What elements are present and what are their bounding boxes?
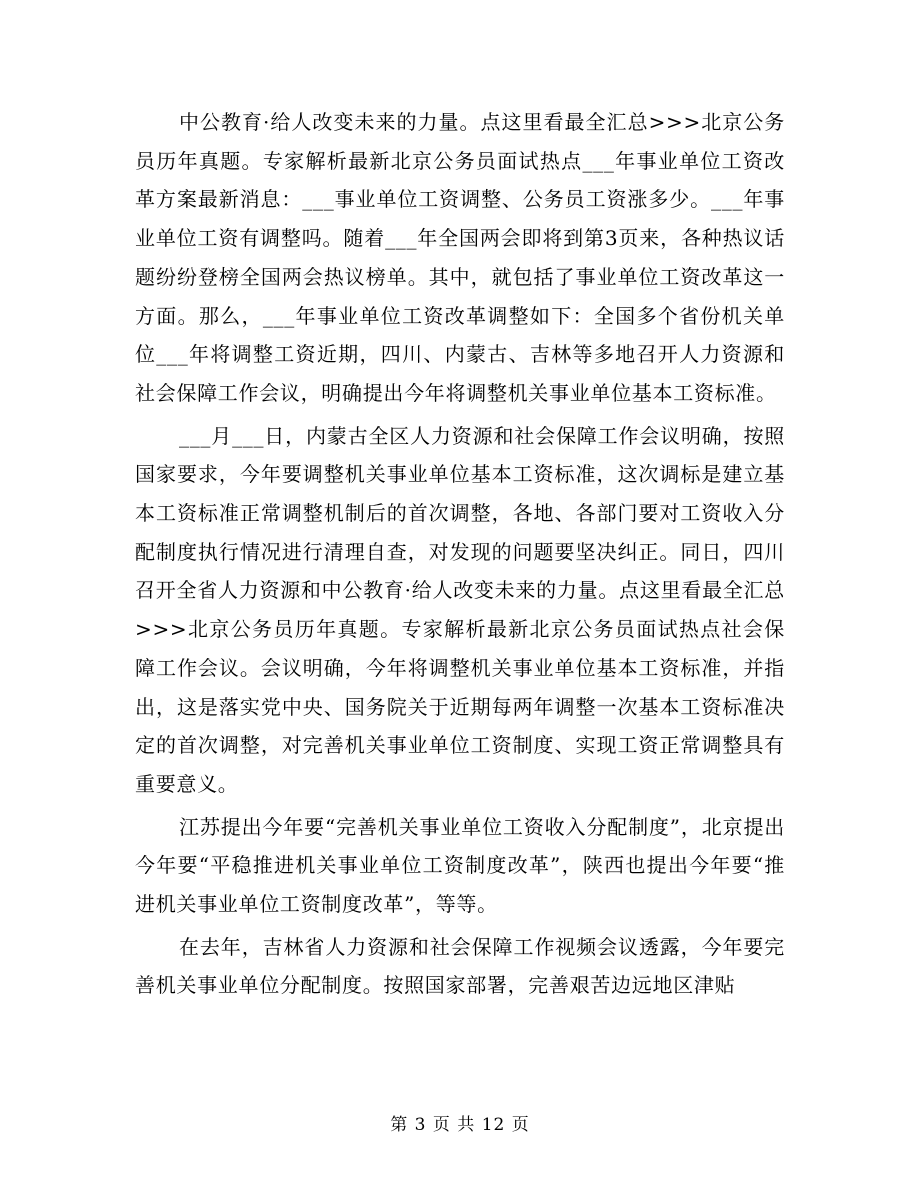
paragraph-4: 在去年，吉林省人力资源和社会保障工作视频会议透露，今年要完善机关事业单位分配制度。按照国家部署，完善艰苦边远地区津贴 <box>135 934 785 998</box>
page-footer: 第 3 页 共 12 页 <box>390 1115 530 1135</box>
paragraph-3: 江苏提出今年要“完善机关事业单位工资收入分配制度”，北京提出今年要“平稳推进机关事业单位工资制度改革”，陕西也提出今年要“推进机关事业单位工资制度改革”，等等。 <box>135 814 785 917</box>
paragraph-1: 中公教育·给人改变未来的力量。点这里看最全汇总>>>北京公务员历年真题。专家解析最新北京公务员面试热点___年事业单位工资改革方案最新消息：___事业单位工资调整、公务员工资涨多少。___年事业单位工资有调整吗。随着___年全国两会即将到第3页来，各种热议话题纷纷登榜全国两会热议榜单。其中，就包括了事业单位工资改革这一方面。那么，___年事业单位工资改革调整如下：全国多个省份机关单位___年将调整工资近期，四川、内蒙古、吉林等多地召开人力资源和社会保障工作会议，明确提出今年将调整机关事业单位基本工资标准。 <box>135 110 785 405</box>
paragraph-2: ___月___日，内蒙古全区人力资源和社会保障工作会议明确，按照国家要求，今年要调整机关事业单位基本工资标准，这次调标是建立基本工资标准正常调整机制后的首次调整，各地、各部门要对工资收入分配制度执行情况进行清理自查，对发现的问题要坚决纠正。同日，四川召开全省人力资源和中公教育·给人改变未来的力量。点这里看最全汇总>>>北京公务员历年真题。专家解析最新北京公务员面试热点社会保障工作会议。会议明确，今年将调整机关事业单位基本工资标准，并指出，这是落实党中央、国务院关于近期每两年调整一次基本工资标准决定的首次调整，对完善机关事业单位工资制度、实现工资正常调整具有重要意义。 <box>135 423 785 796</box>
document-body <box>135 103 785 1009</box>
